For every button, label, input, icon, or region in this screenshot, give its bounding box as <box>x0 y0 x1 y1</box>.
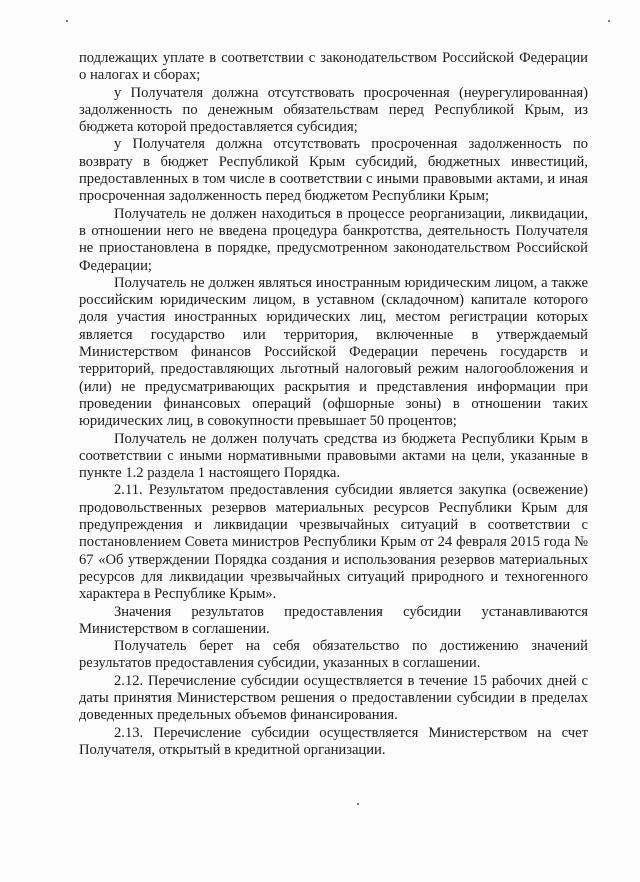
paragraph-no-reorganization: Получатель не должен находиться в процессе реорганизации, ликвидации, в отношении него не введена процедура банкротства, деятельность Получателя не приостановлена в порядке, предусмотренном законодательством Российской Федерации; <box>79 205 588 274</box>
paragraph-recipient-obligation: Получатель берет на себя обязательство по достижению значений результатов предоставления субсидии, указанных в соглашении. <box>79 638 588 672</box>
paragraph-no-other-funds: Получатель не должен получать средства из бюджета Республики Крым в соответствии с иными нормативными правовыми актами на цели, указанные в пункте 1.2 раздела 1 настоящего Порядка. <box>79 430 588 482</box>
paragraph-2-12-transfer-term: 2.12. Перечисление субсидии осуществляется в течение 15 рабочих дней с даты принятия Министерством решения о предоставлении субсидии в пределах доведенных предельных объемов финансирования. <box>79 672 588 724</box>
paragraph-2-11-result: 2.11. Результатом предоставления субсидии является закупка (освежение) продовольственных резервов материальных ресурсов Республики Крым для предупреждения и ликвидации чрезвычайных ситуаций в соответствии с постановлением Совета министров Республики Крым от 24 февраля 2015 года № 67 «Об утверждении Порядка создания и использования резервов материальных ресурсов для ликвидации чрезвычайных ситуаций природного и техногенного характера в Республике Крым». <box>79 482 588 603</box>
scan-speck <box>357 803 359 805</box>
paragraph-not-foreign-entity: Получатель не должен являться иностранным юридическим лицом, а также российским юридическим лицом, в уставном (складочном) капитале которого доля участия иностранных юридических лиц, местом регистрации которых является государство или территория, включенные в утверждаемый Министерством финансов Российской Федерации перечень государств и территорий, предоставляющих льготный налоговый режим налогообложения и (или) не предусматривающих раскрытия и представления информации при проведении финансовых операций (офшорные зоны) в отношении таких юридических лиц, в совокупности превышает 50 процентов; <box>79 274 588 430</box>
paragraph-no-overdue-return: у Получателя должна отсутствовать просроченная задолженность по возврату в бюджет Республикой Крым субсидий, бюджетных инвестиций, предоставленных в том числе в соответствии с иными правовыми актами, и иная просроченная задолженность перед бюджетом Республики Крым; <box>79 136 588 205</box>
paragraph-result-values: Значения результатов предоставления субсидии устанавливаются Министерством в соглашении. <box>79 603 588 637</box>
scan-speck <box>66 20 68 22</box>
paragraph-2-13-transfer-account: 2.13. Перечисление субсидии осуществляется Министерством на счет Получателя, открытый в кредитной организации. <box>79 724 588 758</box>
paragraph-no-overdue-debt: у Получателя должна отсутствовать просроченная (неурегулированная) задолженность по денежным обязательствам перед Республикой Крым, из бюджета которой предоставляется субсидия; <box>79 84 588 136</box>
paragraph-tax-continuation: подлежащих уплате в соответствии с законодательством Российской Федерации о налогах и сборах; <box>79 50 588 84</box>
scan-speck <box>608 20 610 22</box>
document-body <box>79 50 588 759</box>
